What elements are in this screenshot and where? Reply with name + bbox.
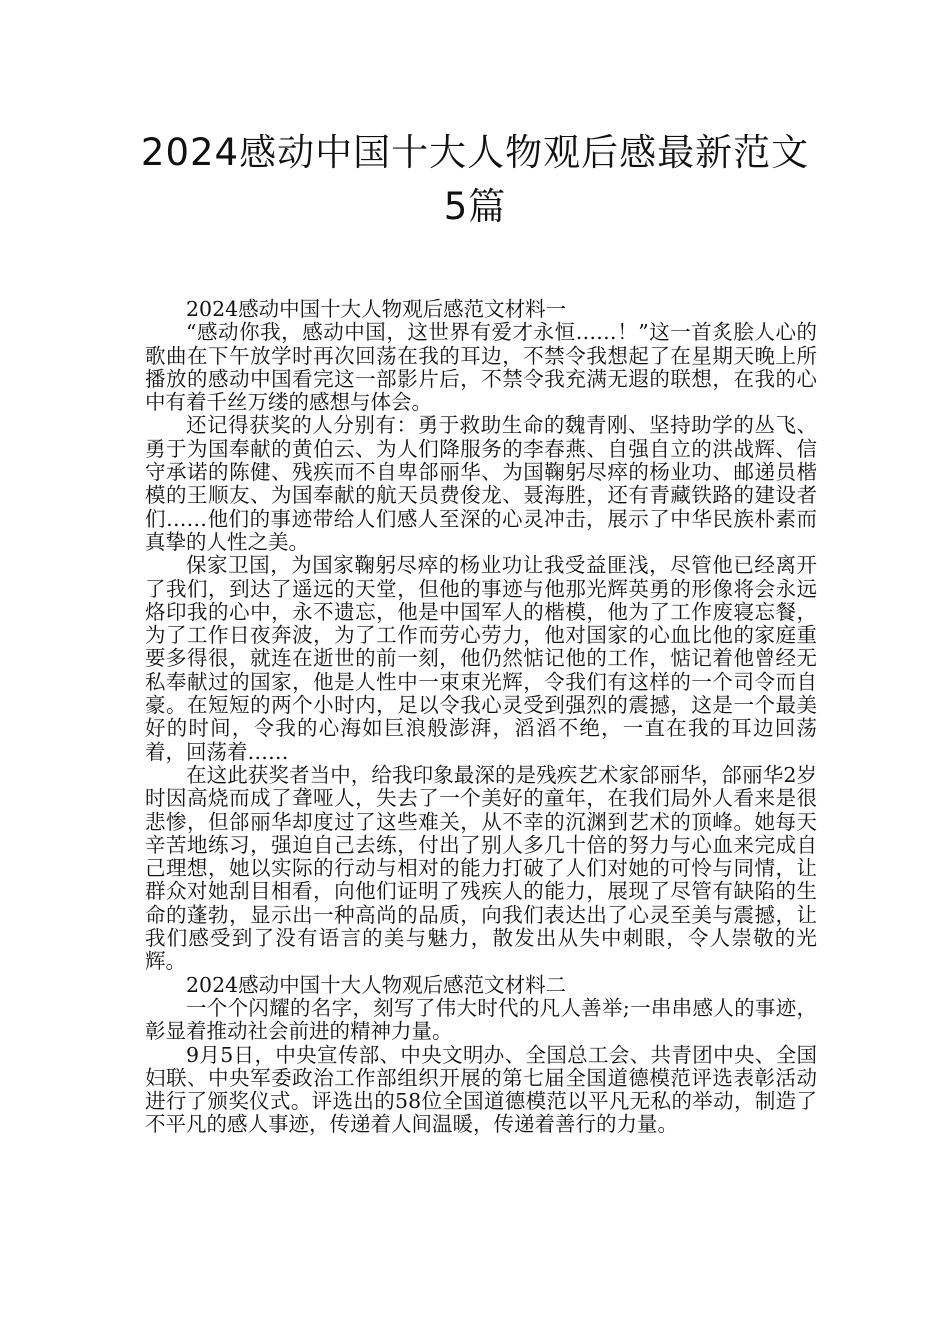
paragraph: 一个个闪耀的名字，刻写了伟大时代的凡人善举;一串串感人的事迹，彰显着推动社会前进的精神力量。 [145, 995, 817, 1044]
title-line-2: 5篇 [443, 185, 507, 228]
paragraph: 9月5日，中央宣传部、中央文明办、全国总工会、共青团中央、全国妇联、中央军委政治工作部组织开展的第七届全国道德模范评选表彰活动进行了颁奖仪式。评选出的58位全国道德模范以平凡无私的举动，制造了不平凡的感人事迹，传递着人间温暖，传递着善行的力量。 [145, 1042, 817, 1137]
paragraph: 还记得获奖的人分别有：勇于救助生命的魏青刚、坚持助学的丛飞、勇于为国奉献的黄伯云、为人们降服务的李春燕、自强自立的洪战辉、信守承诺的陈健、残疾而不自卑郃丽华、为国鞠躬尽瘁的杨业功、邮递员楷模的王顺友、为国奉献的航天员费俊龙、聂海胜，还有青藏铁路的建设者们……他们的事迹带给人们感人至深的心灵冲击，展示了中华民族朴素而真挚的人性之美。 [145, 413, 817, 554]
document-body [145, 298, 817, 1137]
section-heading-1: 2024感动中国十大人物观后感范文材料一 [186, 297, 567, 321]
paragraph: 在这此获奖者当中，给我印象最深的是残疾艺术家郃丽华，郃丽华2岁时因高烧而成了聋哑人，失去了一个美好的童年，在我们局外人看来是很悲惨，但郃丽华却度过了这些难关，从不幸的沉渊到艺术的顶峰。她每天辛苦地练习，强迫自己去练，付出了别人多几十倍的努力与心血来完成自己理想，她以实际的行动与相对的能力打破了人们对她的可怜与同情，让群众对她刮目相看，向他们证明了残疾人的能力，展现了尽管有缺陷的生命的蓬勃，显示出一种高尚的品质，向我们表达出了心灵至美与震撼，让我们感受到了没有语言的美与魅力，散发出从失中刺眼，令人崇敬的光辉。 [145, 762, 817, 974]
document-title [100, 126, 850, 234]
title-line-1: 2024感动中国十大人物观后感最新范文 [140, 131, 810, 174]
paragraph: “感动你我，感动中国，这世界有爱才永恒……！”这一首炙脍人心的歌曲在下午放学时再次回荡在我的耳边，不禁令我想起了在星期天晚上所播放的感动中国看完这一部影片后，不禁令我充满无遐的联想，在我的心中有着千丝万缕的感想与体会。 [145, 320, 817, 415]
paragraph: 保家卫国，为国家鞠躬尽瘁的杨业功让我受益匪浅，尽管他已经离开了我们，到达了遥远的天堂，但他的事迹与他那光辉英勇的形像将会永远烙印我的心中，永不遗忘，他是中国军人的楷模，他为了工作废寝忘餐，为了工作日夜奔波，为了工作而劳心劳力，他对国家的心血比他的家庭重要多得很，就连在逝世的前一刻，他仍然惦记他的工作，惦记着他曾经无私奉献过的国家，他是人性中一束束光辉，令我们有这样的一个司令而自豪。在短短的两个小时内，足以令我心灵受到强烈的震撼，这是一个最美好的时间，令我的心海如巨浪般澎湃，滔滔不绝，一直在我的耳边回荡着，回荡着…… [145, 553, 817, 764]
section-heading-2: 2024感动中国十大人物观后感范文材料二 [186, 972, 567, 997]
